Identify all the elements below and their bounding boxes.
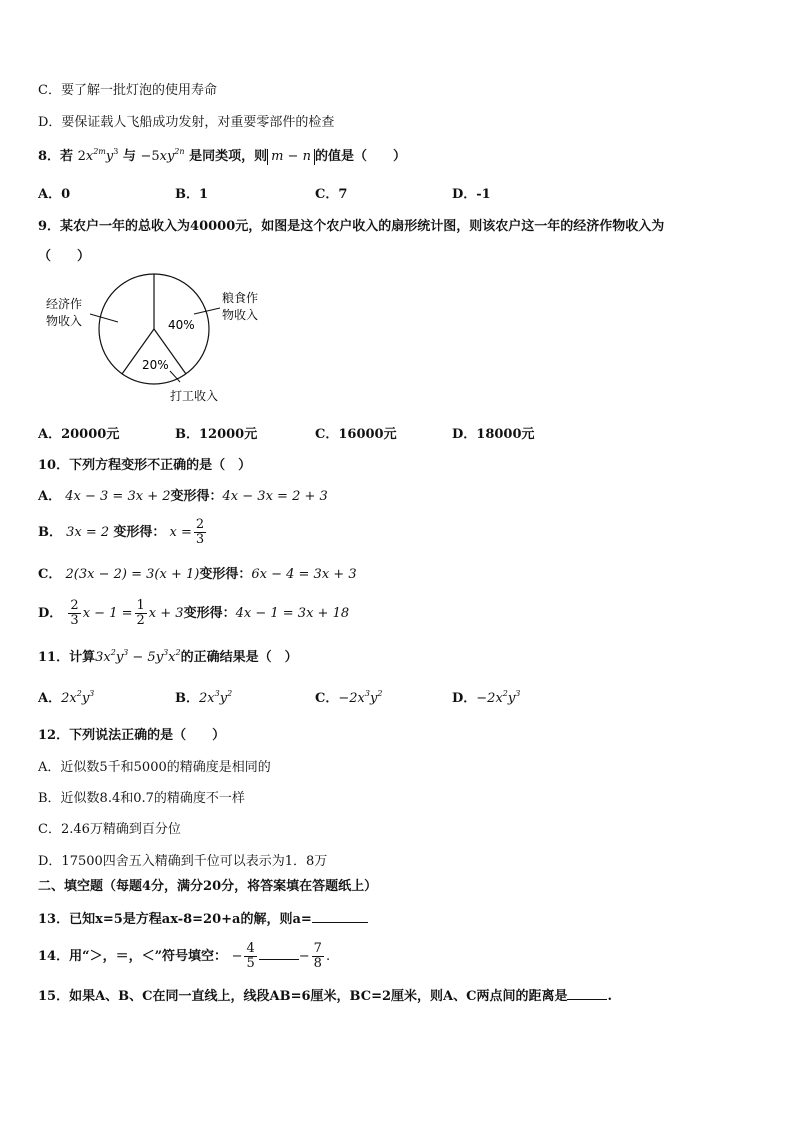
q11-option-c: C．$-2x^3y^2$ (315, 689, 383, 706)
question-9-stem: 9．某农户一年的总收入为40000元，如图是这个农户收入的扇形统计图，则该农户这一年的经济作物收入为 (38, 219, 665, 234)
q12-option-d: D．17500四舍五入精确到千位可以表示为1．8万 (38, 854, 328, 869)
answer-blank-14[interactable] (259, 959, 299, 960)
answer-blank-15[interactable] (567, 999, 607, 1000)
slice-percent-work: 20% (142, 358, 169, 372)
question-9-paren: （ ） (38, 249, 91, 264)
q10-option-c: C． 2(3x − 2) = 3(x + 1)变形得：6x − 4 = 3x + 3 (38, 567, 357, 582)
q9-option-c: C．16000元 (315, 427, 397, 442)
label-work: 打工收入 (170, 389, 219, 403)
q11-option-b: B．$2x^3y^2$ (175, 689, 233, 706)
leader-econ (90, 314, 118, 322)
question-10-stem: 10．下列方程变形不正确的是（ ） (38, 458, 252, 473)
q11-option-a: A．$2x^2y^3$ (38, 689, 95, 706)
question-14: 14．用“＞，＝，＜”符号填空： − $\frac{4}{5}$ − $\frac{7}{8}$ . (38, 941, 331, 971)
slice-percent-grain: 40% (168, 318, 195, 332)
q10-option-a: A． 4x − 3 = 3x + 2变形得：4x − 3x = 2 + 3 (38, 489, 328, 504)
q10-option-d: D． $\frac{2}{3}$ x − 1 = $\frac{1}{2}$ x + 3变形得：4x − 1 = 3x + 18 (38, 598, 350, 628)
question-13: 13．已知x=5是方程ax-8=20+a的解，则a= (38, 911, 368, 929)
q12-option-b: B．近似数8.4和0.7的精确度不一样 (38, 791, 245, 806)
question-8-stem: 8．若 $2x^{2m}y^3$ 与 $-5xy^{2n}$ 是同类项，则 m − n 的值是（ ） (38, 147, 406, 164)
q8-option-a: A．0 (38, 187, 71, 202)
q7-option-c: C．要了解一批灯泡的使用寿命 (38, 83, 217, 98)
q7-option-d: D．要保证载人飞船成功发射，对重要零部件的检查 (38, 115, 335, 130)
q8-option-b: B．1 (175, 187, 209, 202)
pie-chart (30, 270, 290, 410)
question-12-stem: 12．下列说法正确的是（ ） (38, 728, 226, 743)
q9-option-b: B．12000元 (175, 427, 258, 442)
q9-option-d: D．18000元 (452, 427, 535, 442)
label-grain-line2: 物收入 (222, 308, 259, 322)
label-grain-line1: 粮食作 (222, 291, 259, 305)
q10-option-b: B． 3x = 2 变形得： x = $\frac{2}{3}$ (38, 517, 205, 547)
question-11-stem: 11．计算$3x^2y^3 - 5y^3x^2$的正确结果是（ ） (38, 648, 298, 665)
q11-option-d: D．$-2x^2y^3$ (452, 689, 521, 706)
q8-option-d: D．-1 (452, 187, 491, 202)
question-15: 15．如果A、B、C在同一直线上，线段AB=6厘米，BC=2厘米，则A、C两点间的距离是 . (38, 989, 613, 1004)
q9-option-a: A．20000元 (38, 427, 120, 442)
q12-option-c: C．2.46万精确到百分位 (38, 822, 181, 837)
section-heading-fill-in: 二、填空题（每题4分，满分20分，将答案填在答题纸上） (38, 879, 378, 894)
q12-option-a: A．近似数5千和5000的精确度是相同的 (38, 760, 271, 775)
q8-option-c: C．7 (315, 187, 348, 202)
answer-blank-13[interactable] (312, 922, 368, 923)
label-econ-line1: 经济作 (46, 297, 83, 311)
label-econ-line2: 物收入 (46, 314, 83, 328)
